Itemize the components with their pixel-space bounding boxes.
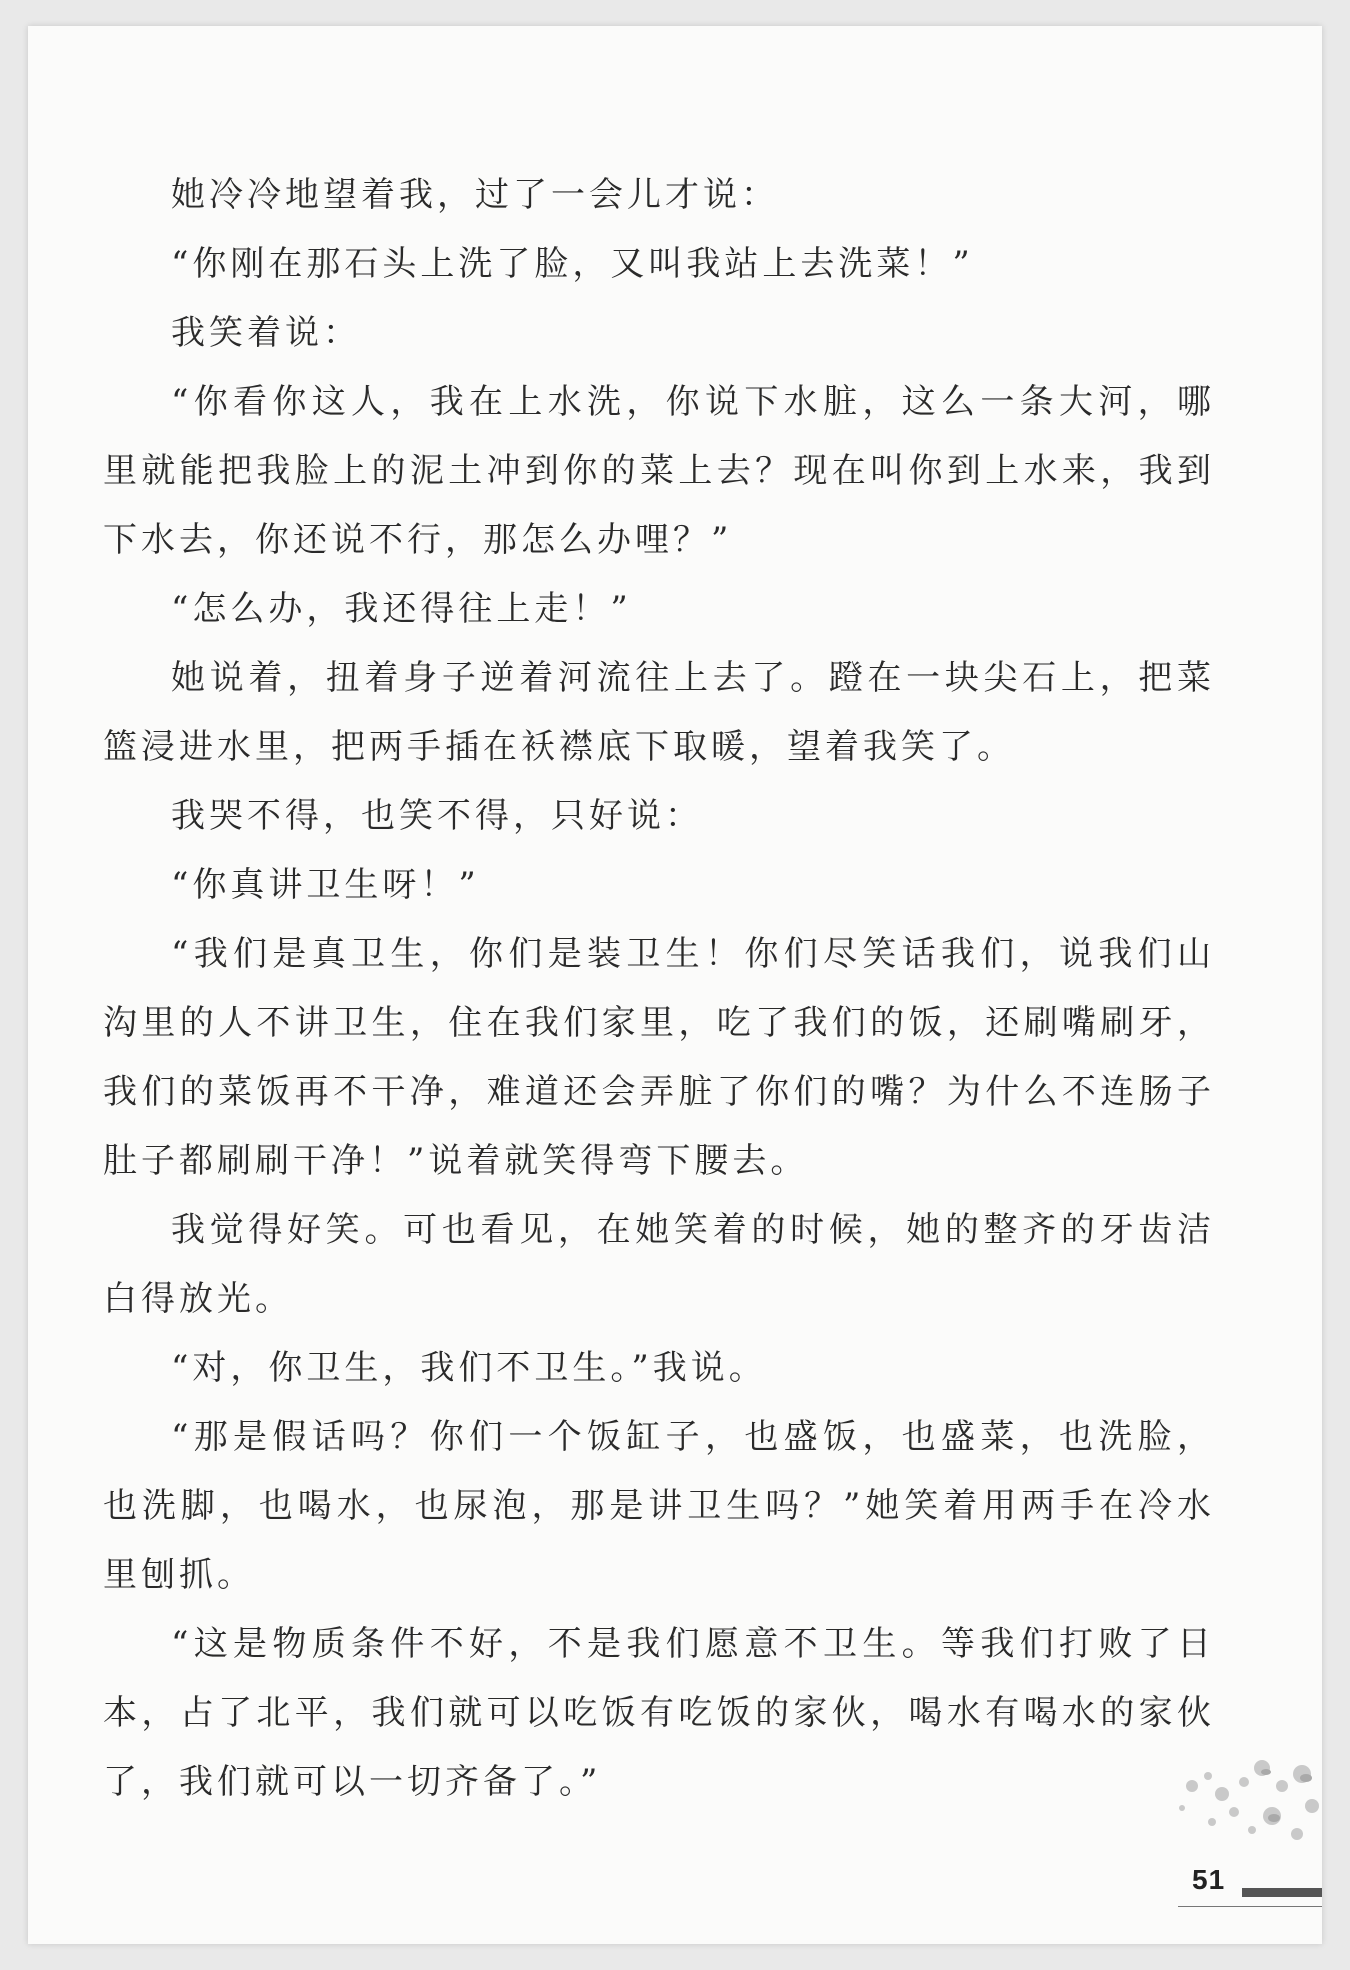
paragraph: 我哭不得，也笑不得，只好说： [171, 796, 703, 836]
page-number-bar [1242, 1888, 1322, 1897]
paragraph: “这是物质条件不好，不是我们愿意不卫生。等我们打败了日本，占了北平，我们就可以吃饭有吃饭的家伙，喝水有喝水的家伙了，我们就可以一切齐备了。” [103, 1624, 1215, 1802]
paragraph: 她冷冷地望着我，过了一会儿才说： [171, 175, 779, 215]
paragraph: 我笑着说： [171, 313, 361, 353]
paragraph: “怎么办，我还得往上走！” [171, 589, 632, 629]
body-text [103, 161, 1215, 1817]
page-number-rule [1178, 1906, 1322, 1907]
paragraph: 我觉得好笑。可也看见，在她笑着的时候，她的整齐的牙齿洁白得放光。 [103, 1210, 1215, 1319]
paragraph: “你刚在那石头上洗了脸，又叫我站上去洗菜！” [171, 244, 974, 284]
paragraph: “那是假话吗？你们一个饭缸子，也盛饭，也盛菜，也洗脸，也洗脚，也喝水，也尿泡，那是讲卫生吗？”她笑着用两手在冷水里刨抓。 [103, 1417, 1215, 1595]
paragraph: “我们是真卫生，你们是装卫生！你们尽笑话我们，说我们山沟里的人不讲卫生，住在我们家里，吃了我们的饭，还刷嘴刷牙，我们的菜饭再不干净，难道还会弄脏了你们的嘴？为什么不连肠子肚子都刷刷干净！”说着就笑得弯下腰去。 [103, 934, 1215, 1181]
floral-decoration-icon [1162, 1746, 1322, 1856]
paragraph: “你真讲卫生呀！” [171, 865, 480, 905]
paragraph: “你看你这人，我在上水洗，你说下水脏，这么一条大河，哪里就能把我脸上的泥土冲到你的菜上去？现在叫你到上水来，我到下水去，你还说不行，那怎么办哩？” [103, 382, 1215, 560]
page-number: 51 [1192, 1864, 1226, 1895]
paragraph: “对，你卫生，我们不卫生。”我说。 [171, 1348, 767, 1388]
paragraph: 她说着，扭着身子逆着河流往上去了。蹬在一块尖石上，把菜篮浸进水里，把两手插在袄襟底下取暖，望着我笑了。 [103, 658, 1215, 767]
book-page [28, 26, 1322, 1944]
